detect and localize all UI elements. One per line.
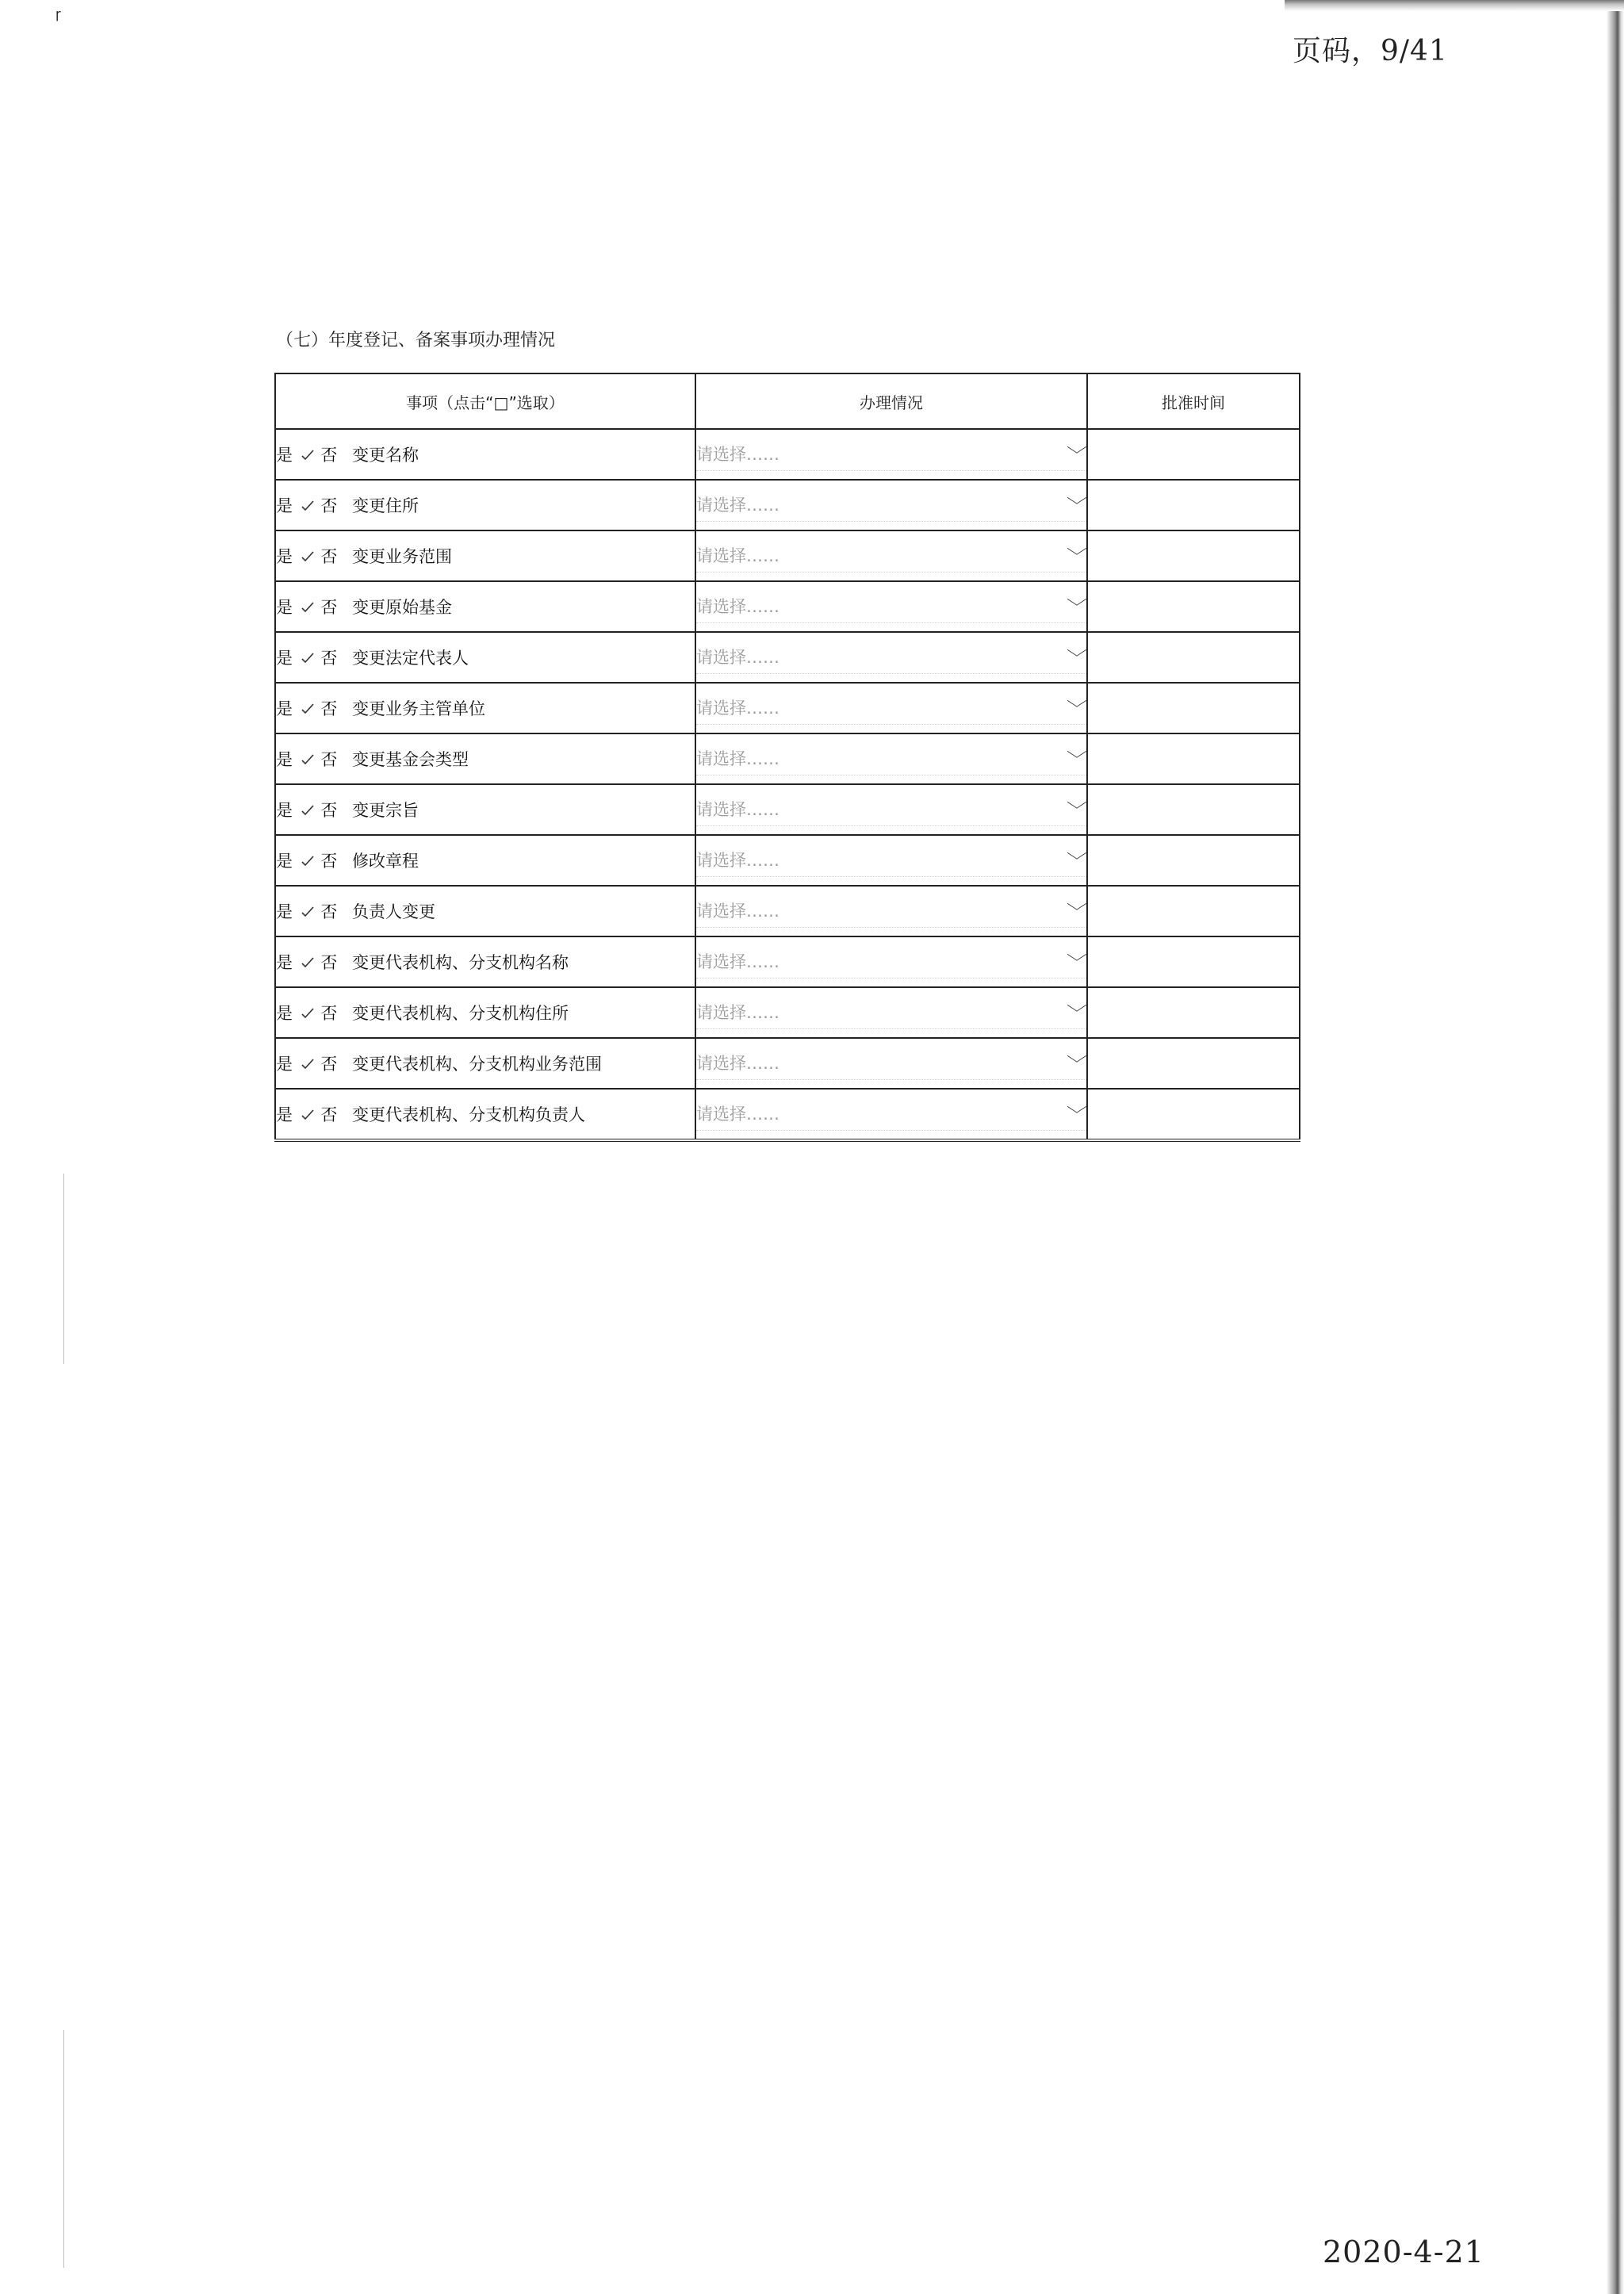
- item-cell: [275, 987, 695, 1038]
- item-cell: [275, 1089, 695, 1140]
- status-select[interactable]: [696, 844, 1086, 877]
- approval-time-cell[interactable]: [1087, 733, 1300, 784]
- select-placeholder: 请选择……: [696, 850, 779, 870]
- approval-time-cell[interactable]: [1087, 835, 1300, 886]
- status-cell: [695, 987, 1087, 1038]
- approval-time-cell[interactable]: [1087, 886, 1300, 936]
- item-label: 变更业务范围: [352, 547, 453, 566]
- no-option[interactable]: 否: [320, 852, 338, 871]
- header-approval-time: 批准时间: [1087, 373, 1300, 429]
- item-label: 变更代表机构、分支机构业务范围: [352, 1055, 603, 1074]
- section-title: （七）年度登记、备案事项办理情况: [276, 331, 556, 350]
- no-option[interactable]: 否: [320, 496, 338, 515]
- chevron-down-icon: ﹀: [1067, 749, 1087, 768]
- table-header-row: [275, 373, 1300, 429]
- chevron-down-icon: ﹀: [1067, 698, 1087, 718]
- chevron-down-icon: ﹀: [1067, 596, 1087, 616]
- status-select[interactable]: [696, 540, 1086, 573]
- status-select[interactable]: [696, 794, 1086, 826]
- item-cell: [275, 886, 695, 936]
- chevron-down-icon: ﹀: [1067, 901, 1087, 921]
- no-option[interactable]: 否: [320, 598, 338, 617]
- no-option[interactable]: 否: [320, 699, 338, 718]
- select-placeholder: 请选择……: [696, 799, 779, 819]
- approval-time-cell[interactable]: [1087, 987, 1300, 1038]
- yes-option[interactable]: 是: [276, 598, 293, 617]
- status-select[interactable]: [696, 743, 1086, 776]
- chevron-down-icon: ﹀: [1067, 1104, 1087, 1124]
- no-option[interactable]: 否: [320, 801, 338, 820]
- status-cell: [695, 1089, 1087, 1140]
- yes-option[interactable]: 是: [276, 446, 293, 465]
- page-number: 页码，9/41: [1293, 35, 1448, 67]
- table-row: [275, 886, 1300, 936]
- item-cell: [275, 784, 695, 835]
- table-row: [275, 987, 1300, 1038]
- status-select[interactable]: [696, 439, 1086, 471]
- no-option[interactable]: 否: [320, 902, 338, 921]
- chevron-down-icon: ﹀: [1067, 1053, 1087, 1073]
- item-label: 变更宗旨: [352, 801, 419, 820]
- registration-events-table: [274, 373, 1300, 1142]
- check-icon[interactable]: [301, 601, 314, 614]
- select-placeholder: 请选择……: [696, 1053, 779, 1073]
- chevron-down-icon: ﹀: [1067, 444, 1087, 464]
- yes-option[interactable]: 是: [276, 649, 293, 668]
- status-cell: [695, 530, 1087, 581]
- check-icon[interactable]: [301, 500, 314, 512]
- select-placeholder: 请选择……: [696, 1002, 779, 1022]
- status-cell: [695, 429, 1087, 480]
- table-row: [275, 784, 1300, 835]
- item-cell: [275, 480, 695, 530]
- status-cell: [695, 886, 1087, 936]
- table-row: [275, 1089, 1300, 1140]
- table-body: [275, 429, 1300, 1140]
- item-cell: [275, 683, 695, 733]
- select-placeholder: 请选择……: [696, 596, 779, 616]
- yes-option[interactable]: 是: [276, 902, 293, 921]
- header-item: 事项（点击“□”选取）: [275, 373, 695, 429]
- status-cell: [695, 733, 1087, 784]
- status-select[interactable]: [696, 591, 1086, 623]
- check-icon[interactable]: [301, 1109, 314, 1121]
- table-row: [275, 835, 1300, 886]
- status-select[interactable]: [696, 1098, 1086, 1131]
- approval-time-cell[interactable]: [1087, 784, 1300, 835]
- check-icon[interactable]: [301, 550, 314, 563]
- table-row: [275, 733, 1300, 784]
- status-cell: [695, 480, 1087, 530]
- approval-time-cell[interactable]: [1087, 581, 1300, 632]
- no-option[interactable]: 否: [320, 1105, 338, 1124]
- item-label: 变更代表机构、分支机构负责人: [352, 1105, 586, 1124]
- status-select[interactable]: [696, 692, 1086, 725]
- status-cell: [695, 835, 1087, 886]
- table-row: [275, 936, 1300, 987]
- select-placeholder: 请选择……: [696, 444, 779, 464]
- item-cell: [275, 936, 695, 987]
- item-cell: [275, 1038, 695, 1089]
- select-placeholder: 请选择……: [696, 546, 779, 565]
- item-cell: [275, 581, 695, 632]
- item-cell: [275, 835, 695, 886]
- item-label: 变更法定代表人: [352, 649, 469, 668]
- status-cell: [695, 632, 1087, 683]
- scan-speck: [63, 2030, 64, 2268]
- no-option[interactable]: 否: [320, 649, 338, 668]
- no-option[interactable]: 否: [320, 750, 338, 769]
- item-label: 负责人变更: [352, 902, 436, 921]
- table-row: [275, 683, 1300, 733]
- item-label: 修改章程: [352, 852, 419, 871]
- check-icon[interactable]: [301, 1058, 314, 1070]
- check-icon[interactable]: [301, 804, 314, 817]
- check-icon[interactable]: [301, 703, 314, 715]
- chevron-down-icon: ﹀: [1067, 850, 1087, 870]
- yes-option[interactable]: 是: [276, 1004, 293, 1023]
- status-select[interactable]: [696, 1047, 1086, 1080]
- status-select[interactable]: [696, 489, 1086, 522]
- no-option[interactable]: 否: [320, 953, 338, 972]
- status-cell: [695, 936, 1087, 987]
- check-icon[interactable]: [301, 652, 314, 664]
- scan-corner-mark: ɼ: [56, 6, 61, 21]
- check-icon[interactable]: [301, 906, 314, 918]
- table-row: [275, 480, 1300, 530]
- approval-time-cell[interactable]: [1087, 1038, 1300, 1089]
- yes-option[interactable]: 是: [276, 547, 293, 566]
- select-placeholder: 请选择……: [696, 495, 779, 515]
- no-option[interactable]: 否: [320, 446, 338, 465]
- check-icon[interactable]: [301, 1007, 314, 1020]
- item-label: 变更原始基金: [352, 598, 453, 617]
- chevron-down-icon: ﹀: [1067, 799, 1087, 819]
- yes-option[interactable]: 是: [276, 801, 293, 820]
- item-label: 变更住所: [352, 496, 419, 515]
- table-row: [275, 429, 1300, 480]
- item-cell: [275, 530, 695, 581]
- status-select[interactable]: [696, 641, 1086, 674]
- header-status: 办理情况: [695, 373, 1087, 429]
- item-cell: [275, 733, 695, 784]
- item-label: 变更代表机构、分支机构住所: [352, 1004, 569, 1023]
- select-placeholder: 请选择……: [696, 1104, 779, 1124]
- yes-option[interactable]: 是: [276, 852, 293, 871]
- item-label: 变更名称: [352, 446, 419, 465]
- approval-time-cell[interactable]: [1087, 480, 1300, 530]
- chevron-down-icon: ﹀: [1067, 1002, 1087, 1022]
- yes-option[interactable]: 是: [276, 1055, 293, 1074]
- table-row: [275, 530, 1300, 581]
- chevron-down-icon: ﹀: [1067, 495, 1087, 515]
- no-option[interactable]: 否: [320, 547, 338, 566]
- check-icon[interactable]: [301, 855, 314, 867]
- approval-time-cell[interactable]: [1087, 632, 1300, 683]
- status-cell: [695, 1038, 1087, 1089]
- select-placeholder: 请选择……: [696, 647, 779, 667]
- approval-time-cell[interactable]: [1087, 429, 1300, 480]
- no-option[interactable]: 否: [320, 1055, 338, 1074]
- status-cell: [695, 581, 1087, 632]
- status-select[interactable]: [696, 895, 1086, 928]
- status-select[interactable]: [696, 997, 1086, 1029]
- yes-option[interactable]: 是: [276, 496, 293, 515]
- item-cell: [275, 632, 695, 683]
- select-placeholder: 请选择……: [696, 952, 779, 971]
- scan-speck: [63, 1174, 64, 1364]
- item-label: 变更代表机构、分支机构名称: [352, 953, 569, 972]
- chevron-down-icon: ﹀: [1067, 546, 1087, 565]
- table-row: [275, 581, 1300, 632]
- yes-option[interactable]: 是: [276, 1105, 293, 1124]
- check-icon[interactable]: [301, 753, 314, 766]
- approval-time-cell[interactable]: [1087, 1089, 1300, 1140]
- item-cell: [275, 429, 695, 480]
- no-option[interactable]: 否: [320, 1004, 338, 1023]
- approval-time-cell[interactable]: [1087, 936, 1300, 987]
- check-icon[interactable]: [301, 956, 314, 969]
- yes-option[interactable]: 是: [276, 750, 293, 769]
- footer-date: 2020-4-21: [1323, 2235, 1484, 2269]
- status-select[interactable]: [696, 946, 1086, 978]
- status-cell: [695, 784, 1087, 835]
- scan-edge-shadow: [1607, 0, 1624, 2294]
- scan-top-shadow: [1285, 0, 1624, 11]
- table-row: [275, 1038, 1300, 1089]
- status-cell: [695, 683, 1087, 733]
- select-placeholder: 请选择……: [696, 749, 779, 768]
- chevron-down-icon: ﹀: [1067, 647, 1087, 667]
- table-row: [275, 632, 1300, 683]
- approval-time-cell[interactable]: [1087, 530, 1300, 581]
- approval-time-cell[interactable]: [1087, 683, 1300, 733]
- yes-option[interactable]: 是: [276, 953, 293, 972]
- item-label: 变更基金会类型: [352, 750, 469, 769]
- select-placeholder: 请选择……: [696, 698, 779, 718]
- check-icon[interactable]: [301, 449, 314, 461]
- chevron-down-icon: ﹀: [1067, 952, 1087, 971]
- yes-option[interactable]: 是: [276, 699, 293, 718]
- item-label: 变更业务主管单位: [352, 699, 486, 718]
- select-placeholder: 请选择……: [696, 901, 779, 921]
